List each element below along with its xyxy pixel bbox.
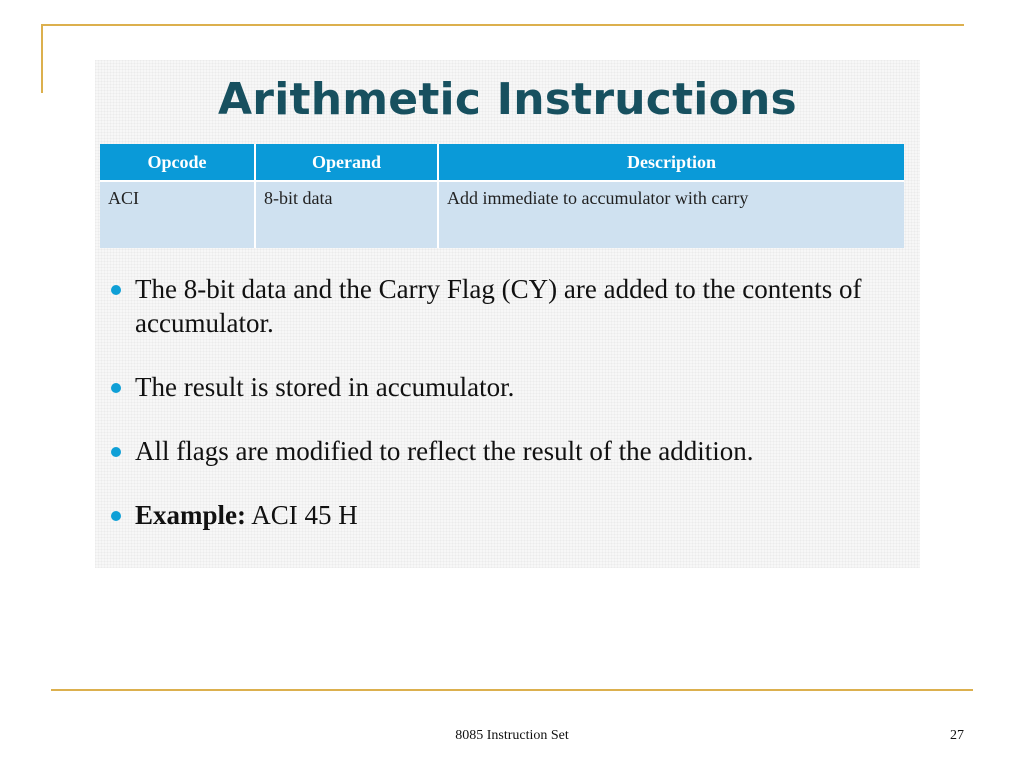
slide-title: Arithmetic Instructions [218, 74, 797, 125]
footer-title: 8085 Instruction Set [455, 728, 569, 743]
header-description: Description [438, 144, 904, 181]
header-opcode: Opcode [100, 144, 255, 181]
frame-left-line [41, 24, 43, 93]
cell-description: Add immediate to accumulator with carry [438, 181, 904, 248]
bullet-list [109, 272, 889, 562]
frame-bottom-line [51, 689, 973, 691]
bullet-item [109, 434, 889, 468]
bullet-dot-icon [111, 511, 121, 521]
content-panel [95, 60, 920, 568]
bullet-item [109, 272, 889, 340]
bullet-item [109, 498, 889, 532]
frame-top-line [42, 24, 964, 26]
bullet-item [109, 370, 889, 404]
table-row [100, 181, 904, 248]
bullet-dot-icon [111, 383, 121, 393]
bullet-text: The 8-bit data and the Carry Flag (CY) are added to the contents of accumulator. [135, 274, 862, 338]
example-value: ACI 45 H [246, 500, 358, 530]
bullet-dot-icon [111, 447, 121, 457]
cell-opcode: ACI [100, 181, 255, 248]
bullet-dot-icon [111, 285, 121, 295]
instruction-table [100, 144, 904, 248]
page-number: 27 [950, 728, 964, 743]
cell-operand: 8-bit data [255, 181, 438, 248]
header-operand: Operand [255, 144, 438, 181]
table-header-row [100, 144, 904, 181]
bullet-text: All flags are modified to reflect the result of the addition. [135, 436, 754, 466]
bullet-text: The result is stored in accumulator. [135, 372, 515, 402]
example-label: Example: [135, 500, 246, 530]
